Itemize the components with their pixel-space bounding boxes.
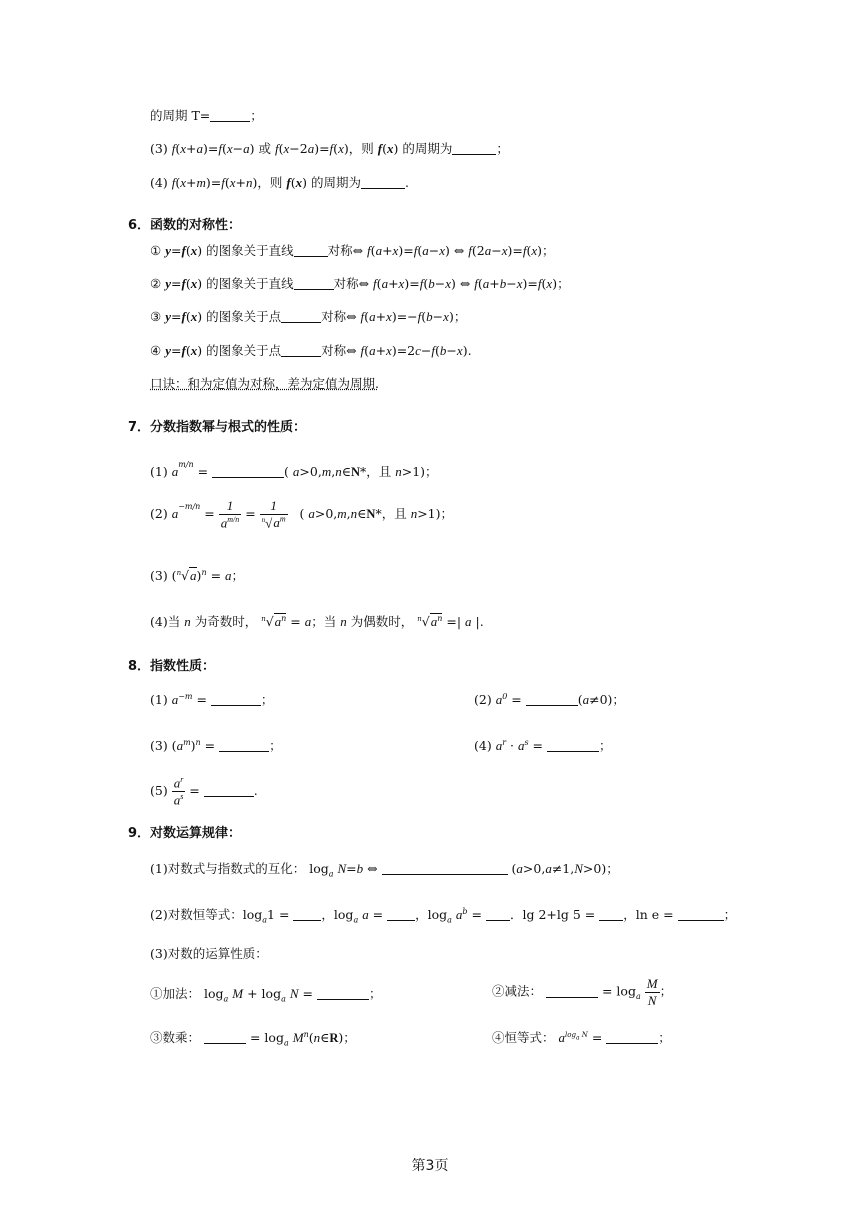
blank	[204, 784, 254, 797]
log-add: ①加法： $\log_a M + \log_a N$ = ；	[150, 986, 382, 1004]
text: (4)当	[150, 614, 181, 630]
blank	[281, 310, 321, 323]
text: ，且	[381, 505, 407, 521]
text: 对称	[321, 309, 347, 324]
text: ③数乘：	[150, 1030, 201, 1046]
section-9-title: 9．对数运算规律：	[128, 826, 242, 841]
text: 的周期为	[398, 141, 453, 156]
mnemonic: 口诀：和为定值为对称，差为定值为周期.	[150, 376, 379, 391]
log-rule-2: (2)对数恒等式：$\log_a1$ = ，$\log_a a$ = ，$\log_a a^b$ = ．lg 2+lg 5 = ，ln e = ；	[150, 907, 737, 925]
blank	[547, 739, 599, 752]
log-rule-3: (3)对数的运算性质：	[150, 946, 268, 961]
text: ③	[150, 309, 162, 324]
root-property-3: (3) $(^n√a)^n = a$；	[150, 568, 245, 584]
text: ，则	[257, 175, 287, 190]
period-line-4: (4) f(x+m)=f(x+n)，则 f(x) 的周期为 .	[150, 175, 409, 190]
exp-property-1: (1) $a^{-m}$ = ；	[150, 692, 274, 708]
exp-property-4: (4) $a^r \cdot a^s$ = ；	[474, 738, 612, 754]
text: (2)对数恒等式：	[150, 907, 243, 923]
period-line-3: (3) f(x+a)=f(x−a) 或 f(x−2a)=f(x)，则 f(x) 的周期为 ；	[150, 141, 509, 156]
blank	[211, 693, 261, 706]
text: (1)对数式与指数式的互化：	[150, 861, 306, 876]
blank	[294, 277, 334, 290]
page-number: 第3页	[411, 1158, 449, 1174]
text: 的图象关于直线	[202, 276, 294, 291]
blank	[293, 908, 321, 921]
fraction: $\frac{M}{N}$	[646, 976, 658, 1008]
root-property-4: (4)当 n 为奇数时， $^n√a^n = a$；当 n 为偶数时， $^n√a^n$ =| a |.	[150, 614, 484, 630]
exp-property-3: (3) $(a^m)^n$ = ；	[150, 738, 282, 754]
symmetry-item-3: ③ y=f(x) 的图象关于点 对称⇔ f(a+x)=−f(b−x)；	[150, 309, 467, 324]
blank	[219, 739, 269, 752]
text: ①加法：	[150, 986, 201, 1001]
exp-property-5: (5) $\frac{a^r}{a^s}$ = .	[150, 775, 258, 808]
blank	[294, 244, 328, 257]
root-property-1: (1) $a^{m/n}$ = ( a>0,m,n∈N*，且 n>1)；	[150, 460, 438, 479]
blank	[599, 908, 623, 921]
fraction: $\frac{a^r}{a^s}$	[173, 775, 184, 808]
blank	[526, 693, 578, 706]
period-line-2: 的周期 T= ；	[150, 108, 263, 123]
text: 为奇数时，	[194, 614, 258, 630]
log-sub: ②减法： = $\log_a$ $\frac{M}{N}$ ；	[492, 976, 673, 1008]
exp-property-2: (2) $a^0 = (a\ne 0)$；	[474, 692, 625, 708]
text: ，且	[366, 464, 392, 479]
symmetry-item-4: ④ y=f(x) 的图象关于点 对称⇔ f(a+x)=2c−f(b−x).	[150, 343, 472, 358]
section-6-title: 6．函数的对称性：	[128, 218, 242, 233]
text: 的周期 T=	[150, 108, 211, 123]
text: 的周期为	[307, 175, 361, 190]
section-8-title: 8．指数性质：	[128, 659, 216, 674]
blank	[382, 862, 508, 875]
log-rule-1: (1)对数式与指数式的互化： $\log_a N=b$ ⇔ (a>0,a≠1,N>0)；	[150, 861, 619, 879]
blank	[210, 109, 250, 122]
text: ，则	[348, 141, 378, 156]
symmetry-item-1: ① y=f(x) 的图象关于直线 对称⇔ f(a+x)=f(a−x) ⇔ f(2a−x)=f(x)；	[150, 243, 555, 258]
blank	[606, 1031, 658, 1044]
blank	[281, 344, 321, 357]
fraction: $\frac{1}{^n√a^m}$	[261, 498, 286, 530]
blank	[387, 908, 415, 921]
text: ④恒等式：	[492, 1030, 555, 1045]
text: 对称	[333, 276, 359, 291]
root-property-2: (2) $a^{-m/n}$ = $\frac{1}{a^{m/n}}$ = $\frac{1}{^n√a^m}$ ( a>0,m,n∈N*，且 n>1)；	[150, 498, 454, 530]
text: 对称	[321, 343, 347, 358]
symmetry-item-2: ② y=f(x) 的图象关于直线 对称⇔ f(a+x)=f(b−x) ⇔ f(a+b−x)=f(x)；	[150, 276, 570, 291]
text: ②减法：	[492, 983, 543, 999]
text: 的图象关于直线	[202, 243, 294, 258]
log-mul: ③数乘： = $\log_a$ $M^n(n\in R)$；	[150, 1030, 356, 1048]
blank	[452, 142, 496, 155]
blank	[204, 1031, 246, 1044]
blank	[317, 987, 369, 1000]
text: ；当	[311, 614, 337, 630]
text: 或	[254, 141, 275, 156]
log-ident: ④恒等式： $a^{log_a N}$ = ；	[492, 1030, 671, 1045]
blank	[486, 908, 510, 921]
text: ②	[150, 276, 162, 291]
fraction: $\frac{1}{a^{m/n}}$	[220, 498, 240, 530]
text: 的图象关于点	[202, 309, 282, 324]
blank	[212, 465, 284, 478]
text: ④	[150, 343, 162, 358]
text: ①	[150, 243, 162, 258]
text: 为偶数时，	[350, 614, 414, 630]
section-7-title: 7．分数指数幂与根式的性质：	[128, 420, 307, 435]
blank	[546, 985, 598, 998]
blank	[678, 908, 724, 921]
blank	[361, 176, 405, 189]
text: 对称	[327, 243, 353, 258]
text: 的图象关于点	[202, 343, 282, 358]
